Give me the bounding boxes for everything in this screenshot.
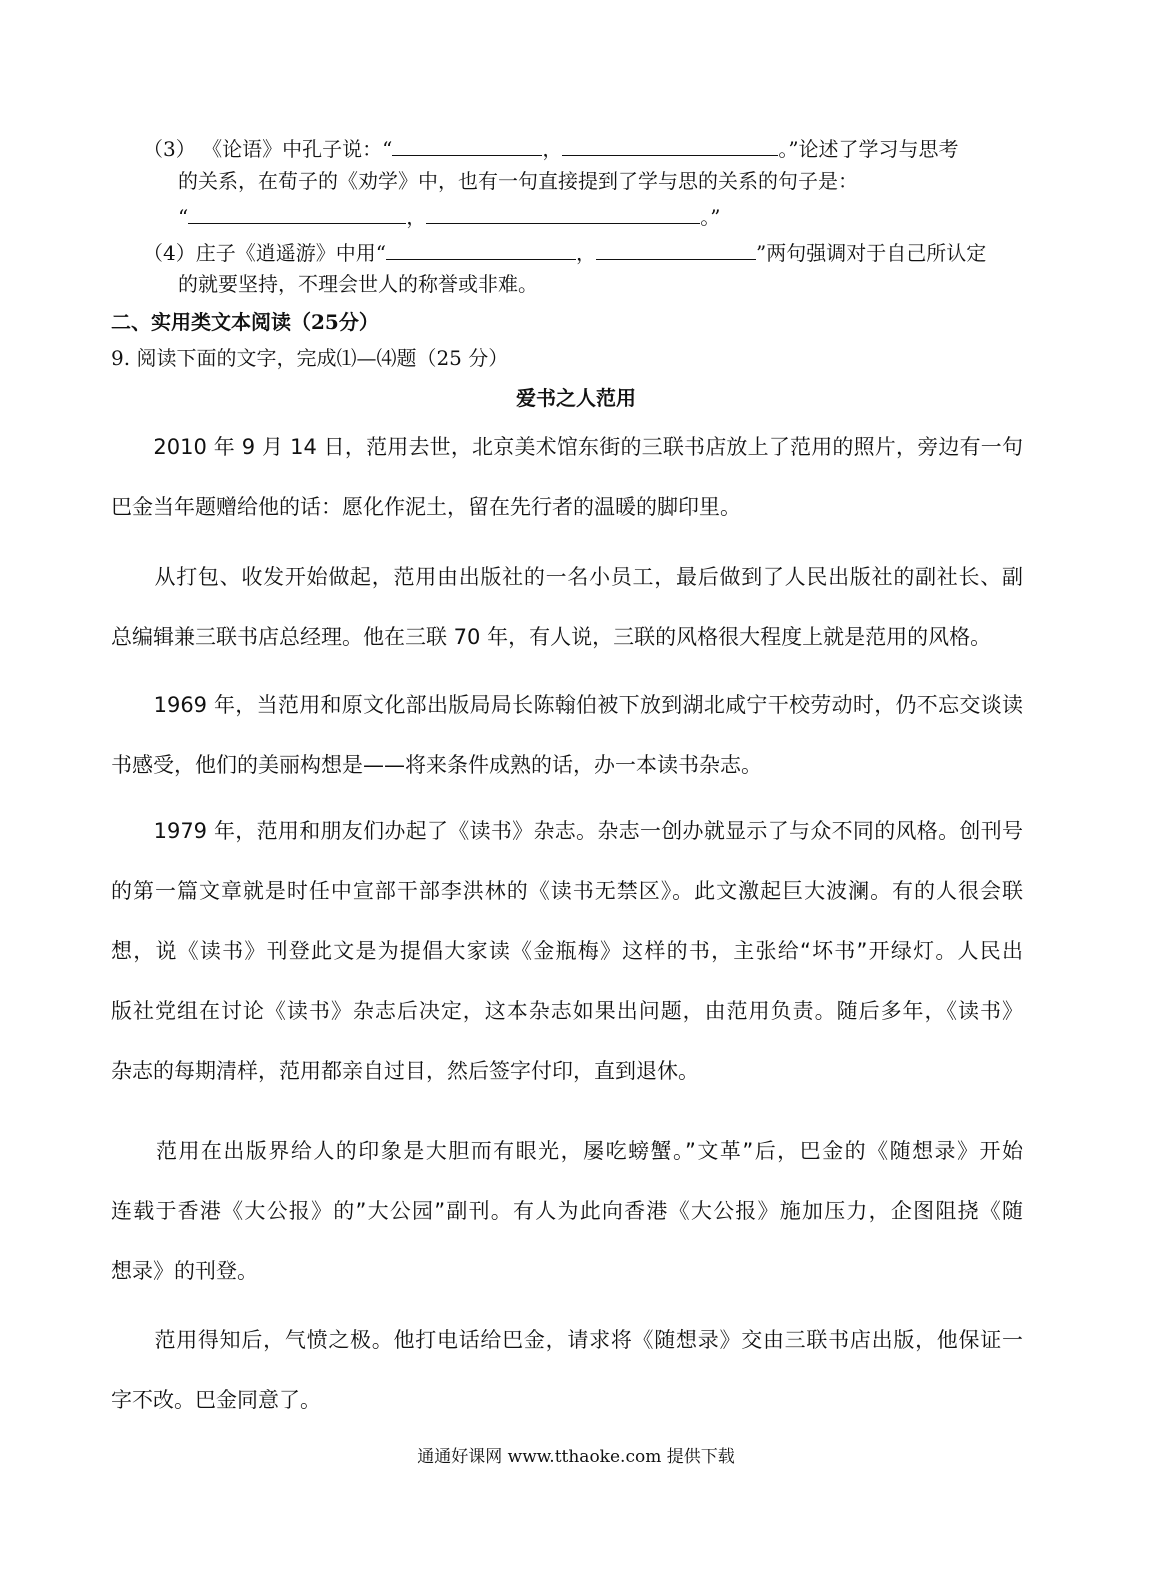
answer-blank[interactable] (392, 133, 542, 156)
paragraph-line: 巴金当年题赠给他的话：愿化作泥土，留在先行者的温暖的脚印里。 (111, 495, 741, 519)
paragraph-line: 想，说《读书》刊登此文是为提倡大家读《金瓶梅》这样的书，主张给“坏书”开绿灯。人民出 (111, 939, 1023, 963)
paragraph-line: 的第一篇文章就是时任中宣部干部李洪林的《读书无禁区》。此文激起巨大波澜。有的人很会联 (111, 879, 1023, 903)
paragraph-line: 书感受，他们的美丽构想是——将来条件成熟的话，办一本读书杂志。 (111, 753, 762, 777)
answer-blank[interactable] (188, 201, 406, 224)
question-3-text-b: 。”论述了学习与思考 (778, 137, 959, 161)
question-4-text-a: 庄子《逍遥游》中用“ (195, 241, 386, 265)
paragraph-line: 2010 年 9 月 14 日，范用去世，北京美术馆东街的三联书店放上了范用的照片，旁边有一句 (111, 435, 1023, 459)
paragraph (111, 432, 1023, 552)
paragraph-line: 范用得知后，气愤之极。他打电话给巴金，请求将《随想录》交由三联书店出版，他保证一 (111, 1328, 1023, 1352)
answer-blank[interactable] (596, 237, 756, 260)
paragraph-line: 字不改。巴金同意了。 (111, 1388, 321, 1412)
paragraph-line: 范用在出版界给人的印象是大胆而有眼光，屡吃螃蟹。”文革”后，巴金的《随想录》开始 (111, 1139, 1023, 1163)
paragraph-line: 版社党组在讨论《读书》杂志后决定，这本杂志如果出问题，由范用负责。随后多年，《读书》 (111, 999, 1023, 1023)
instruction: 9. 阅读下面的文字，完成⑴—⑷题（25 分） (111, 346, 509, 370)
footer: 通通好课网 www.tthaoke.com 提供下载 (417, 1447, 735, 1467)
question-4-line-1: （4）庄子《逍遥游》中用“ ， ”两句强调对于自己所认定 (143, 237, 986, 266)
paragraph-line: 1979 年，范用和朋友们办起了《读书》杂志。杂志一创办就显示了与众不同的风格。创刊号 (111, 819, 1023, 843)
question-3-line-3: “ ， 。” (178, 201, 720, 230)
answer-blank[interactable] (386, 237, 576, 260)
paragraph-line: 从打包、收发开始做起，范用由出版社的一名小员工，最后做到了人民出版社的副社长、副 (111, 565, 1023, 589)
paragraph (111, 562, 1023, 682)
paragraph-line: 想录》的刊登。 (111, 1259, 258, 1283)
question-3-line-2: 的关系，在荀子的《劝学》中，也有一句直接提到了学与思的关系的句子是： (178, 169, 858, 193)
paragraph-line: 杂志的每期清样，范用都亲自过目，然后签字付印，直到退休。 (111, 1059, 699, 1083)
paragraph-line: 连载于香港《大公报》的”大公园”副刊。有人为此向香港《大公报》施加压力，企图阻挠《随 (111, 1199, 1023, 1223)
paragraph (111, 1325, 1023, 1445)
question-4-text-b: ”两句强调对于自己所认定 (755, 241, 987, 265)
paragraph-line: 1969 年，当范用和原文化部出版局局长陈翰伯被下放到湖北咸宁干校劳动时，仍不忘交谈读 (111, 693, 1023, 717)
paragraph (111, 690, 1023, 810)
answer-blank[interactable] (562, 133, 778, 156)
paragraph (111, 816, 1023, 1116)
question-4-line-2: 的就要坚持，不理会世人的称誉或非难。 (178, 272, 538, 296)
question-3-label: （3） (143, 137, 196, 161)
answer-blank[interactable] (426, 201, 700, 224)
article-title: 爱书之人范用 (516, 386, 636, 410)
question-4-label: （4） (143, 241, 196, 265)
question-3-text-a: 《论语》中孔子说：“ (202, 137, 393, 161)
section-heading: 二、实用类文本阅读（25分） (111, 310, 379, 334)
paragraph-line: 总编辑兼三联书店总经理。他在三联 70 年，有人说，三联的风格很大程度上就是范用的风格。 (111, 625, 992, 649)
question-3-line-1: （3） 《论语》中孔子说：“ ， 。”论述了学习与思考 (143, 133, 959, 162)
paragraph (111, 1136, 1023, 1316)
